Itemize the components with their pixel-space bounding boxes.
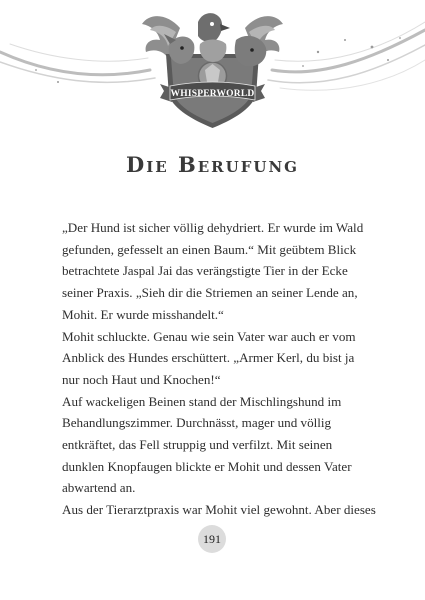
text-line: Mohit schluckte. Genau wie sein Vater war auch er vom: [62, 328, 356, 344]
right-swoosh-decoration: [268, 22, 425, 90]
text-line: „Der Hund ist sicher völlig dehydriert. Er wurde im Wald: [62, 220, 364, 235]
text-line: seiner Praxis. „Sieh dir die Striemen an seiner Lende an,: [62, 285, 358, 301]
text-line: Anblick des Hundes erschüttert. „Armer Kerl, du bist ja: [62, 350, 355, 366]
animal-figures-icon: [164, 13, 266, 66]
text-line: Mohit. Er wurde misshandelt.“: [62, 306, 224, 322]
text-line: Auf wackeligen Beinen stand der Mischlingshund im: [62, 393, 342, 409]
text-line: abwartend an.: [62, 480, 136, 496]
text-line: Behandlungszimmer. Durchnässt, mager und völlig: [62, 415, 332, 431]
chapter-body-text: [62, 217, 374, 521]
text-line: dunklen Knopfaugen blickte er Mohit und dessen Vater: [62, 458, 352, 474]
page-number: 191: [203, 531, 221, 546]
emblem-label: WHISPERWORLD: [170, 89, 255, 99]
text-line: gefunden, gefesselt an einen Baum.“ Mit geübtem Blick: [62, 241, 357, 257]
text-line: entkräftet, das Fell struppig und verfilzt. Mit seinen: [62, 437, 333, 453]
page-number-badge: [198, 525, 226, 553]
text-line: Aus der Tierarztpraxis war Mohit viel gewohnt. Aber dieses: [62, 502, 376, 518]
left-swoosh-decoration: [0, 44, 155, 82]
text-line: betrachtete Jaspal Jai das verängstigte Tier in der Ecke: [62, 263, 348, 279]
chapter-title: Die Berufung: [126, 152, 299, 177]
text-line: nur noch Haut und Knochen!“: [62, 371, 221, 387]
header-emblem-art: [0, 0, 425, 140]
